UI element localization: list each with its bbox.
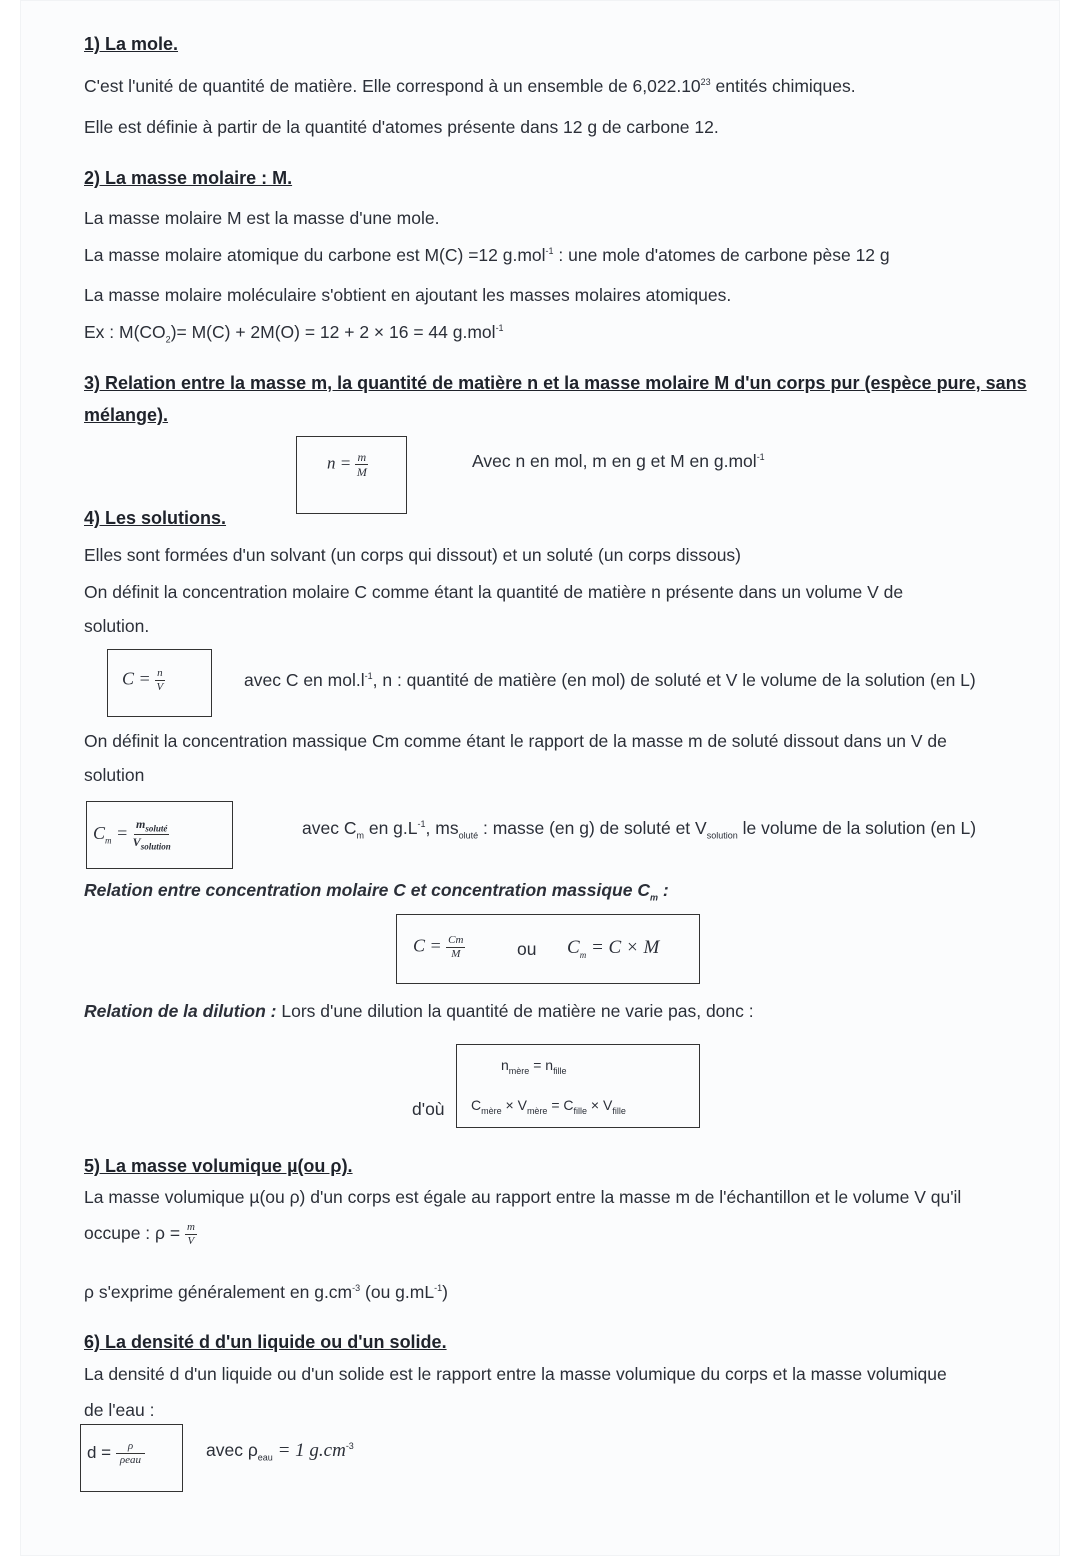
formula-n-mere-fille: $n_{mère} = n_{fille}$ xyxy=(501,1057,567,1076)
formula-C: C = $\frac{n}{V}$ xyxy=(122,667,164,693)
s4-paragraph-3a: On définit la concentration massique Cm comme étant le rapport de la masse m de soluté dissout dans un V de xyxy=(84,731,947,751)
formula-Cm-from-C: $C_m = C \times M$ xyxy=(567,937,660,960)
s2-paragraph-3: La masse molaire moléculaire s'obtient en ajoutant les masses molaires atomiques. xyxy=(84,285,732,305)
s3-unit-note: Avec n en mol, m en g et M en g.mol$^{-1}$ xyxy=(472,451,765,471)
s4-paragraph-1: Elles sont formées d'un solvant (un corps qui dissout) et un soluté (un corps dissous) xyxy=(84,545,742,565)
page xyxy=(20,0,1060,1556)
formula-box-n xyxy=(296,436,407,514)
section-1-title: 1) La mole. xyxy=(84,34,179,54)
s4-paragraph-2a: On définit la concentration molaire C comme étant la quantité de matière n présente dans un volume V de xyxy=(84,582,904,602)
formula-or: ou xyxy=(517,939,537,959)
density-note: avec $\rho_{eau} = 1$ $g.cm^{-3}$ xyxy=(206,1440,354,1463)
section-3-title-line-2: mélange). xyxy=(84,405,169,425)
formula-box-C-Cm xyxy=(396,914,700,984)
formula-box-dilution xyxy=(456,1044,700,1128)
formula-Cm: $C_m$ = $\frac{m_{soluté}}{V_{solution}}$ xyxy=(93,817,171,852)
formula-box-Cm xyxy=(86,801,233,869)
s5-paragraph-2: occupe : ρ = $\frac{m}{V}$ xyxy=(84,1221,195,1247)
s2-paragraph-1: La masse molaire M est la masse d'une mole. xyxy=(84,208,440,228)
section-3-title-line-1: 3) Relation entre la masse m, la quantité de matière n et la masse molaire M d'un corps pur (espèce pure, sans xyxy=(84,373,1027,393)
formula-box-density xyxy=(80,1424,183,1492)
relation-C-Cm-heading: Relation entre concentration molaire C et concentration massique $C_m$ : xyxy=(84,880,669,903)
section-6-title: 6) La densité d d'un liquide ou d'un solide. xyxy=(84,1332,447,1352)
formula-Cm-note: avec $C_m$ en $g.L^{-1}$, $ms_{oluté}$ : masse (en g) de soluté et $V_{solution}$ le volume de la solution (en L) xyxy=(302,818,977,841)
dilution-dou: d'où xyxy=(412,1099,445,1119)
formula-C-note: avec C en $mol.l^{-1}$, n : quantité de matière (en mol) de soluté et V le volume de la solution (en L) xyxy=(244,670,976,690)
formula-density: d = $\frac{\rho}{\text{ρeau}}$ xyxy=(87,1441,145,1466)
section-2-title: 2) La masse molaire : M. xyxy=(84,168,293,188)
s2-paragraph-2: La masse molaire atomique du carbone est M(C) =12 g.mol$^{-1}$ : une mole d'atomes de carbone pèse 12 g xyxy=(84,245,890,265)
s6-paragraph-1: La densité d d'un liquide ou d'un solide est le rapport entre la masse volumique du corps et la masse volumique xyxy=(84,1364,947,1384)
s5-paragraph-3: ρ s'exprime généralement en $g.cm^{-3}$ (ou $g.mL^{-1}$) xyxy=(84,1282,448,1302)
s5-paragraph-1: La masse volumique µ(ou ρ) d'un corps est égale au rapport entre la masse m de l'échantillon et le volume V qu'il xyxy=(84,1187,962,1207)
formula-box-C xyxy=(107,649,212,717)
s1-paragraph-2: Elle est définie à partir de la quantité d'atomes présente dans 12 g de carbone 12. xyxy=(84,117,719,137)
formula-C-from-Cm: C = $\frac{Cm}{M}$ xyxy=(413,934,464,960)
s1-paragraph-1: C'est l'unité de quantité de matière. Elle correspond à un ensemble de 6,022.10$^{23}$ entités chimiques. xyxy=(84,76,856,96)
s2-example: Ex : $M(CO_2)= M(C) + 2M(O) = 12 + 2 \times 16 = 44$ g.mol$^{-1}$ xyxy=(84,322,504,345)
section-4-title: 4) Les solutions. xyxy=(84,508,227,528)
section-5-title: 5) La masse volumique µ(ou ρ). xyxy=(84,1156,353,1176)
dilution-relation: Relation de la dilution : Lors d'une dilution la quantité de matière ne varie pas, donc : xyxy=(84,1001,754,1021)
formula-n: n = $\frac{m}{M}$ xyxy=(327,450,367,479)
s6-paragraph-2: de l'eau : xyxy=(84,1400,155,1420)
s4-paragraph-2b: solution. xyxy=(84,616,150,636)
formula-C-V-dilution: $C_{mère} \times V_{mère} = C_{fille} \times V_{fille}$ xyxy=(471,1097,626,1116)
s4-paragraph-3b: solution xyxy=(84,765,145,785)
